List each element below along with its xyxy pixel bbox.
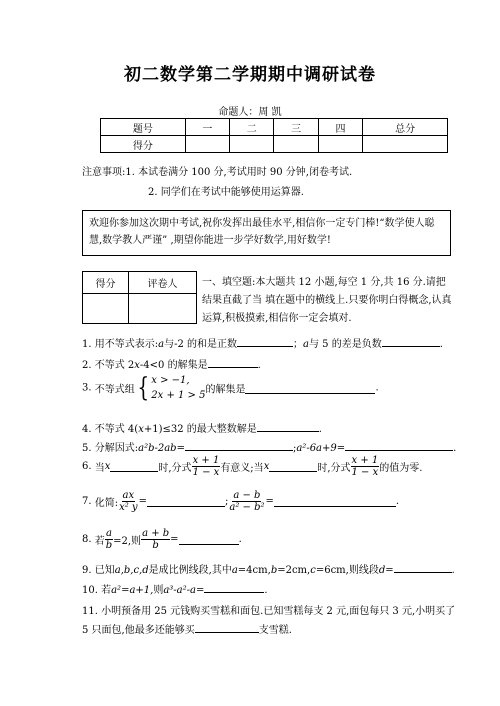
answer-blank[interactable] — [345, 440, 453, 451]
score-cell[interactable] — [230, 136, 274, 153]
answer-blank[interactable] — [204, 582, 264, 593]
score-header: 四 — [318, 119, 362, 136]
question-2: 2. 不等式 2x-4<0 的解集是 . — [82, 356, 261, 371]
question-11: 11. 小明预备用 25 元钱购买雪糕和面包.已知雪糕每支 2 元,面包每只 3 元,小明买了 — [82, 606, 456, 617]
score-header: 一 — [185, 119, 229, 136]
question-6: 6. 当x 时,分式 $\frac{x + 1}{1 - x}$ 有意义;当x 时,分式 $\frac{x + 1}{1 - x}$ 的值为零. — [82, 455, 423, 478]
score-header: 题号 — [101, 119, 186, 136]
question-5: 5. 分解因式:a²b-2ab= ;a²-6a+9= . — [82, 439, 456, 454]
note-2: 2. 同学们在考试中能够使用运算器. — [148, 187, 304, 198]
answer-blank[interactable] — [245, 383, 375, 394]
grader-reviewer-cell[interactable] — [129, 294, 197, 324]
question-9: 9. 已知a,b,c,d是成比例线段,其中a=4cm,b=2cm,c=6cm,则线段d= . — [82, 561, 455, 576]
score-cell[interactable] — [318, 136, 362, 153]
grader-table — [82, 271, 197, 324]
answer-blank[interactable] — [195, 622, 259, 633]
score-table — [100, 118, 448, 153]
question-7: 7. 化简: $\frac{ax}{\text{x² y}}$ = ; $\frac{a - b}{\text{a² − b²}}$ = . — [82, 490, 400, 513]
answer-blank[interactable] — [179, 534, 239, 545]
answer-blank[interactable] — [237, 336, 293, 347]
score-cell[interactable] — [185, 136, 229, 153]
question-10: 10. 若a²=a+1,则a³-a²-a= . — [82, 581, 268, 596]
answer-blank[interactable] — [185, 440, 293, 451]
answer-blank[interactable] — [110, 461, 158, 472]
grader-reviewer-label: 评卷人 — [129, 272, 197, 294]
answer-blank[interactable] — [269, 461, 317, 472]
question-8: 8. 若 $\frac{a}{b}$ =2,则 $\frac{a + b}{b}$ = . — [82, 528, 242, 551]
welcome-box: 欢迎你参加这次期中考试,祝你发挥出最佳水平,相信你一定专门棒!“数学使人聪慧,数学教人严谨” ,期望你能进一步学好数学,用好数学! — [82, 210, 451, 256]
answer-blank[interactable] — [208, 357, 258, 368]
answer-blank[interactable] — [394, 562, 452, 573]
section-1-instructions: 一、填空题:本大题共 12 小题,每空 1 分,共 16 分.请把结果直截了当 填在题中的横线上.只要你明白得概念,认真运算,积极摸索,相信你一定会填对. — [202, 277, 452, 324]
score-header: 三 — [274, 119, 318, 136]
score-cell[interactable] — [363, 136, 448, 153]
note-1: 注意事项:1. 本试卷满分 100 分,考试用时 90 分钟,闭卷考试. — [82, 167, 353, 178]
answer-blank[interactable] — [382, 336, 440, 347]
grader-score-cell[interactable] — [83, 294, 129, 324]
page-title: 初二数学第二学期期中调研试卷 — [124, 65, 376, 85]
answer-blank[interactable] — [274, 496, 396, 507]
answer-blank[interactable] — [257, 421, 319, 432]
question-4: 4. 不等式 4(x+1)≤32 的最大整数解是 . — [82, 420, 322, 435]
question-11-cont: 5 只面包,他最多还能够买 支雪糕. — [82, 621, 292, 636]
score-row-label: 得分 — [101, 136, 186, 153]
score-header: 总分 — [363, 119, 448, 136]
answer-blank[interactable] — [147, 496, 225, 507]
question-1: 1. 用不等式表示:a与-2 的和是正数 ；a与 5 的差是负数 . — [82, 335, 443, 350]
author-line: 命题人：周 凯 — [218, 107, 282, 118]
question-3: 3. 不等式组{ x > −1, 2x + 1 > 5 的解集是 . — [82, 373, 379, 403]
grader-score-label: 得分 — [83, 272, 129, 294]
score-cell[interactable] — [274, 136, 318, 153]
score-header: 二 — [230, 119, 274, 136]
